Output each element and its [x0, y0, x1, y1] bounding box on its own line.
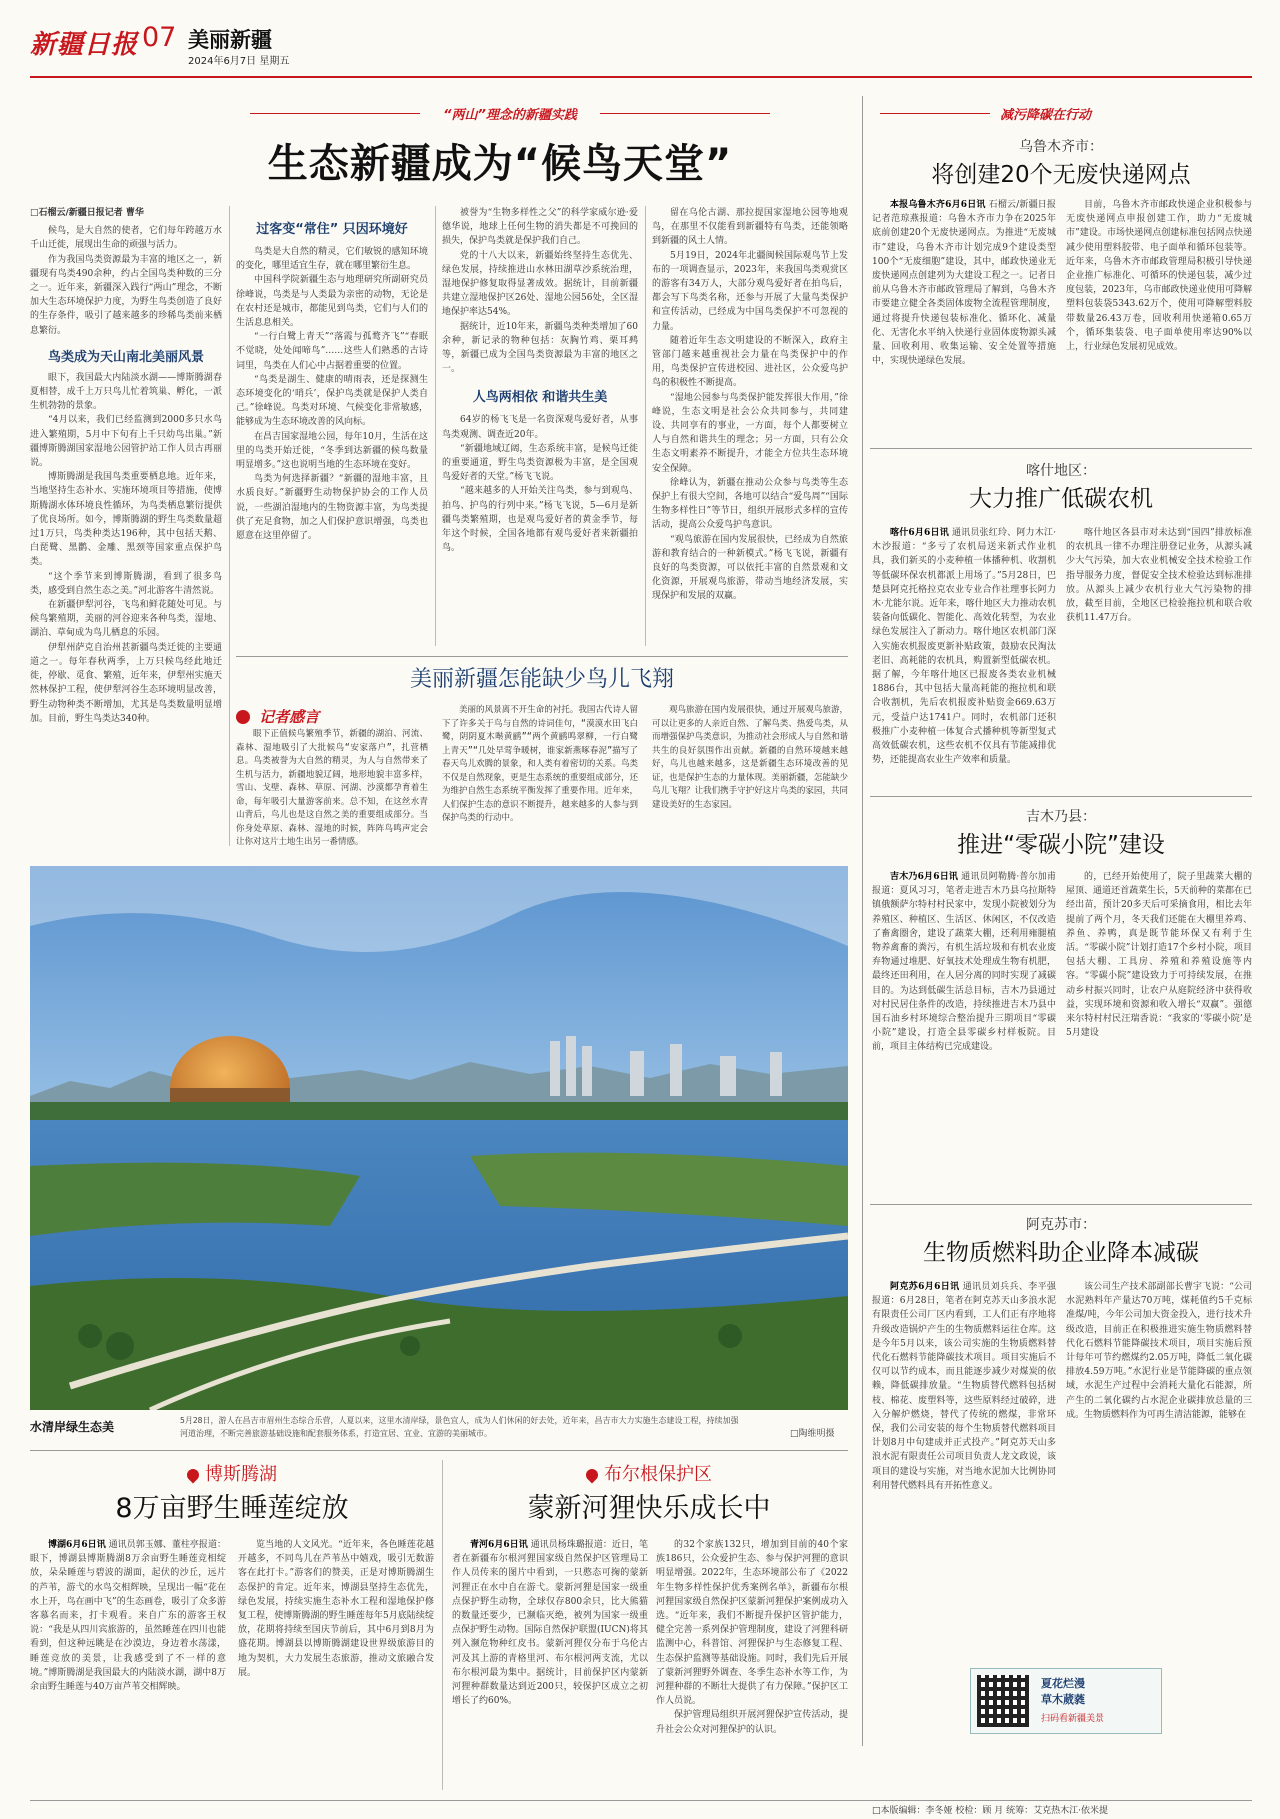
article-4-kicker: 阿克苏市： — [1026, 1217, 1096, 1233]
photo-caption — [30, 1414, 848, 1446]
intro-paragraph: 候鸟，是大自然的使者，它们每年跨越万水千山迁徙，展现出生命的顽强与活力。 — [30, 226, 222, 251]
main-col-4 — [652, 206, 848, 654]
paragraph: 鸟类为何选择新疆？“新疆的湿地丰富，且水质良好。”新疆野生动物保护协会的工作人员说，一些湖泊湿地内的生物资源丰富，为鸟类提供了充足食物，加之人们保护意识增强，鸟类也愿意在这里停留了。 — [236, 474, 428, 542]
paragraph: 博斯腾湖是我国鸟类重要栖息地。近年来，当地坚持生态补水、实施环境项目等措施，使博斯腾湖水体环境良性循环，为鸟类栖息繁衍提供了优良场所。如今，博斯腾湖的野生鸟类数量超过1万只，鸟类种类达196种，其中包括天鹅、白琵鹭、黑鹳、金雕、黑颈等国家重点保护鸟类。 — [30, 472, 222, 568]
bottom-story-1-col-a — [30, 1538, 226, 1792]
article-2-kicker: 喀什地区： — [1026, 463, 1096, 479]
main-col-2 — [236, 210, 428, 660]
footer-rule — [30, 1800, 1252, 1801]
paragraph: 随着近年生态文明建设的不断深入，政府主管部门越来越重视社会力量在鸟类保护中的作用，鸟类保护宣传进校园、进社区，公众爱鸟护鸟的积极性不断提高。 — [652, 335, 848, 389]
bottom-story-1-location: 博斯腾湖 — [30, 1460, 434, 1486]
article-text: 石榴云/新疆日报记者范琼燕报道：乌鲁木齐市力争在2025年底前创建20个无废快递网点。为推进“无废城市”建设，乌鲁木齐市计划完成9个建设类型100个“无废细胞”建设，其中，邮政快递业无废快递网点创建列为大建设工程之一。记者日前从乌鲁木齐市邮政管理局了解到，乌鲁木齐市要建立健全各类固体废物全流程管理制度，通过将提升快递包装标准化、循环化、减量化、无害化水平纳入快递行业固体废物源头减量、回收利用、收集运输、安全处置等措施中，实现快递绿色发展。 — [872, 200, 1056, 367]
paragraph: 鸟类是大自然的精灵，它们敏锐的感知环境的变化，哪里适宜生存，就在哪里繁衍生息。 — [236, 247, 428, 272]
paragraph: 被誉为“生物多样性之父”的科学家威尔逊·爱德华说，地球上任何生物的消失都是不可挽回的损失，保护鸟类就是保护我们自己。 — [442, 208, 638, 247]
bottom-story-2-title: 蒙新河狸快乐成长中 — [527, 1493, 771, 1524]
photo-credit: □陶维明摄 — [790, 1429, 835, 1439]
paragraph: 据统计，近10年来，新疆鸟类种类增加了60余种，新记录的物种包括：灰胸竹鸡、栗耳鹀等，新疆已成为全国鸟类资源最为丰富的地区之一。 — [442, 321, 638, 375]
photo-caption-text: 5月28日，游人在昌吉市眉州生态综合乐营，人夏以来，这里水清岸绿，景色宜人，成为人们休闲的好去处，近年来，昌吉市大力实施生态建设工程，持续加强河道治理，不断完善旅游基础设施和配套服务体系，打造宜居、宜业、宜游的美丽城市。 — [180, 1416, 739, 1438]
article-divider — [870, 796, 1252, 797]
qr-subtitle: 草木葳蕤 — [1041, 1693, 1085, 1706]
bottom-story-1-col-b — [238, 1538, 434, 1792]
location-pin-icon — [185, 1467, 202, 1484]
section-divider — [30, 1450, 848, 1451]
commentary-headline: 美丽新疆怎能缺少鸟儿飞翔 — [409, 667, 674, 692]
article-text: 通讯员阿勒腾·普尔加甫报道：夏风习习，笔者走进吉木乃县乌拉斯特镇俄额萨尔特村村民家中，发现小院被划分为养殖区、种植区、生活区、休闲区，不仅改造了畜禽圈舍，建设了蔬菜大棚，还利用雍腿植物养禽畜的粪污，有机生活垃圾和有机农业废弃物通过堆肥、好氧技术处理成生物有机肥，最终还田利用，在人居分离的同时实现了减碳目的。为达到低碳生活总目标，吉木乃县通过对村民居住条件的改造，持续推进吉木乃县中国石油乡村环境综合整治提升三期项目“零碳小院”建设，打造全县零碳乡村样板院。目前，项目主体结构已完成建设。 — [872, 872, 1056, 1053]
paragraph: 留在乌伦古湖、那拉提国家湿地公园等地观鸟，在那里不仅能看到新疆特有鸟类，还能领略到新疆的风土人情。 — [652, 208, 848, 247]
paragraph: 64岁的杨飞飞是一名资深观鸟爱好者，从事鸟类观测、调查近20年。 — [442, 415, 638, 440]
qr-hint: 扫码看新疆美景 — [1041, 1714, 1105, 1724]
paragraph: 徐峰认为，新疆在推动公众参与鸟类等生态保护上有很大空间，各地可以结合“爱鸟周”“国际生物多样性日”等节日，组织开展形式多样的宣传活动，提高公众爱鸟护鸟意识。 — [652, 477, 848, 531]
rail-divider — [862, 96, 863, 1746]
commentary-label: 记者感言 — [236, 706, 319, 727]
paragraph: 在新疆伊犁河谷，飞鸟和鲜花随处可见。与候鸟繁殖期，美丽的河谷迎来各种鸟类，湿地、湖泊、草甸成为鸟儿栖息的乐园。 — [30, 600, 222, 639]
article-text: 保护管理局组织开展河狸保护宣传活动，提升社会公众对河狸保护的认识。 — [656, 1710, 848, 1735]
dateline: 吉木乃6月6日讯 — [890, 872, 959, 882]
pencil-icon — [236, 710, 250, 724]
paragraph: 中国科学院新疆生态与地理研究所副研究员徐峰说，鸟类是与人类最为亲密的动物，无论是在农村还是城市，都能见到鸟类，它们与人们的生活息息相关。 — [236, 275, 428, 329]
photo-caption-title: 水清岸绿生态美 — [30, 1420, 115, 1434]
main-col-1 — [30, 206, 222, 854]
article-text: 的，已经开始使用了，院子里蔬菜大棚的屋顶、通道还首蔬菜生长，5天前种的菜都在已经出苗，预计20多天后可采摘食用，相比去年提前了两个月，冬天我们还能在大棚里养鸡、养鱼、养鸭，真是既节能环保又有利于生活。“零碳小院”计划打造17个乡村小院，项目包括大棚、工具房、养殖和养殖设施等内容。“零碳小院”建设致力于可持续发展，在推动乡村振兴同时，让农户从庭院经济中获得收益，实现环境和资源和收入增长“双赢”。强德来尔特村村民汪瑞香说：“我家的‘零碳小院’是5月建设 — [1066, 872, 1252, 1039]
subheading-3: 人鸟两相依 和谐共生美 — [472, 390, 608, 406]
paragraph: 党的十八大以来，新疆始终坚持生态优先、绿色发展，持续推进山水林田湖草沙系统治理，湿地保护修复取得显著成效。据统计，目前新疆共建立湿地保护区26处、湿地公园56处，全区湿地保护率达54%。 — [442, 250, 638, 318]
article-4-title: 生物质燃料助企业降本减碳 — [923, 1240, 1199, 1266]
article-3-kicker: 吉木乃县： — [1026, 809, 1096, 825]
commentary-col-3 — [652, 704, 848, 852]
dateline: 本报乌鲁木齐6月6日讯 — [890, 200, 986, 210]
paragraph: “鸟类是湖生、健康的晴雨表，还是探测生态环境变化的‘哨兵’，保护鸟类就是保护人类自己。”徐峰说。鸟类对环境、气候变化非常敏感，能够成为生态环境改善的风向标。 — [236, 374, 428, 428]
column-divider — [645, 206, 646, 646]
page-number: 07 — [142, 22, 177, 53]
commentary-col-2 — [442, 704, 638, 852]
newspaper-logo: 新疆日报 — [30, 30, 139, 60]
section-title: 美丽新疆 — [188, 28, 272, 52]
paragraph: 作为我国鸟类资源最为丰富的地区之一，新疆现有鸟类490余种，约占全国鸟类种数的三分之一。近年来，新疆深入践行“两山”理念，不断加大生态环境保护力度，为野生鸟类创造了良好的生存条件，吸引了越来越多的珍稀鸟类前来栖息繁衍。 — [30, 254, 222, 336]
paragraph: “这个季节来到博斯腾湖，看到了很多鸟类，感受到自然生态之美。”河北游客牛清然说。 — [30, 571, 222, 596]
article-text: 通讯员张红玲、阿力木江·木沙报道：“多亏了农机局送来新式作业机具，我们新买的小麦种植一体播种机、收割机等低碳环保农机都派上用场了。”5月28日，巴楚县阿克托格拉克农业专业合作社理事长阿力木·尤能尔说。近年来，喀什地区大力推动农机装备向低碳化、智能化、高效化转型，为农业绿色发展注入了新动力。喀什地区农机部门深入实施农机报废更新补贴政策，鼓励农民淘汰老旧、高耗能的农机具，购置新型低碳农机。据了解，今年喀什地区已报废各类农业机械1886台，其中包括大量高耗能的拖拉机和联合收割机，先后农机报废补贴资金669.63万元，受益户达1741户。同时，农机部门还积极推广小麦种植一体复合式播种机等新型复式高效低碳农机，这些农机不仅具有节能减排优势，还能提高农业生产效率和质量。 — [872, 528, 1056, 766]
byline: □石榴云/新疆日报记者 曹华 — [30, 208, 144, 218]
paragraph: 在昌吉国家湿地公园，每年10月，生活在这里的鸟类开始迁徙，“冬季到达新疆的候鸟数量明显增多。”这也说明当地的生态环境在变好。 — [236, 431, 428, 471]
lake-photo — [30, 866, 848, 1410]
article-text: 览当地的人文风光。“近年来，各色睡莲花越开越多，不同鸟儿在芦苇丛中嬉戏，吸引无数游客在此打卡。”游客们的赞美，正是对博斯腾湖生态保护的肯定。近年来，博湖县坚持生态优先，绿色发展，持续实施生态补水工程和湿地保护修复工程，使博斯腾湖的野生睡莲每年5月底陆续绽放，花期将持续至国庆节前后，其中6月到8月为盛花期。博湖县以博斯腾湖建设世界级旅游目的地为契机，大力发展生态旅游，推动文旅融合发展。 — [238, 1540, 434, 1678]
paragraph: “观鸟旅游在国内发展很快，已经成为自然旅游和教育结合的一种新模式。”杨飞飞说，新疆有良好的鸟类资源，可以依托丰富的自然景观和文化资源，开展观鸟旅游，带动当地经济发展，实现保护和发展的双赢。 — [652, 534, 848, 602]
article-text: 通讯员郭玉娜、董柱亭报道：眼下，博湖县博斯腾湖8万余亩野生睡莲竞相绽放，朵朵睡莲与碧波的湖面，起伏的沙丘，远片的芦苇，游弋的水鸟交相辉映，呈现出一幅“花在水上开，鸟在画中飞”的生态画卷，吸引了众多游客慕名而来，打卡观看。来自广东的游客王权说：“我是从四川宾旅游的，虽然睡莲在四川也能看到，但这种远眺是在沙漠边，身边着水荡漾，睡莲竞放的美景，让我感受到了不一样的意境。”博斯腾湖是我国最大的内陆淡水湖，湖中8万余亩野生睡莲与40万亩芦苇交相辉映。 — [30, 1540, 226, 1693]
article-divider — [870, 1204, 1252, 1205]
paragraph: “一行白鹭上青天”“落霞与孤鹜齐飞”“春眠不觉晓，处处闻啼鸟”……这些人们熟悉的古诗词里，鸟类在人们心中占据着重要的位置。 — [236, 332, 428, 371]
article-1-kicker: 乌鲁木齐市： — [1019, 139, 1103, 155]
bottom-story-2-location: 布尔根保护区 — [450, 1460, 848, 1486]
commentary-rule — [236, 656, 848, 657]
paragraph: 眼下正值候鸟繁殖季节，新疆的湖泊、河流、森林、湿地吸引了大批候鸟“安家落户”，扎营栖息。鸟类被誉为大自然的精灵，为人与自然带来了生机与活力，新疆地貌辽阔，地形地貌丰富多样，雪山、戈壁、森林、草原、河湖、沙漠都孕育着生命，每年吸引大量游客前来。总不知，在这丝水青山背后，鸟儿也是这自然之美的重要组成部分。当你身处草原、森林、湿地的时候，阵阵鸟鸣声定会让你对这片土地生出另一番情感。 — [236, 729, 428, 847]
paragraph: 伊犁州萨克自治州甚新疆鸟类迁徙的主要通道之一。每年春秋两季，上万只候鸟经此地迁徙，停歇、觅食、繁殖，近年来，伊犁州实施天然林保护工程，使伊犁河谷生态环境明显改善，野生动物种类不断增加，尤其是鸟类数量明显增加。目前，野生鸟类达340种。 — [30, 642, 222, 724]
dateline: 阿克苏6月6日讯 — [890, 1282, 960, 1292]
dateline: 博湖6月6日讯 — [48, 1540, 106, 1550]
column-divider — [229, 206, 230, 846]
article-text: 的32个家族132只，增加到目前的40个家族186只，公众爱护生态、参与保护河狸的意识明显增强。2022年，生态环境部公布了《2022年生物多样性保护优秀案例名单》，新疆布尔根河狸国家级自然保护区蒙新河狸保护案例成功入选。“近年来，我们不断提升保护区管护能力，健全完善一系列保护管理制度，建设了河狸科研监测中心，科普馆、河狸保护与生态修复工程、生态保护监测等基础设施。同时，我们先后开展了蒙新河狸野外调查、冬季生态补水等工作，为河狸种群的不断壮大提供了有力保障。”保护区工作人员说。 — [656, 1540, 848, 1707]
masthead-rule — [30, 76, 1252, 78]
paragraph: “4月以来，我们已经监测到2000多只水鸟进入繁殖期，5月中下旬有上千只幼鸟出巢。”新疆博斯腾湖国家湿地公园管护站工作人员古再丽说。 — [30, 415, 222, 469]
paragraph: “新疆地域辽阔，生态系统丰富，是候鸟迁徙的重要通道，野生鸟类资源极为丰富，是全国观鸟爱好者的天堂。”杨飞飞说。 — [442, 443, 638, 483]
masthead — [30, 22, 330, 72]
paragraph: 美丽的风景离不开生命的衬托。我国古代诗人留下了许多关于鸟与自然的诗词佳句，“漠漠水田飞白鹭，阴阴夏木啭黄鹂”“两个黄鹂鸣翠柳，一行白鹭上青天”“几处早莺争暖树，谁家新燕啄春泥”描写了春天鸟儿欢腾的景象，和人类有着密切的关系。鸟类不仅是自然现象，更是生态系统的重要组成部分，还为维护自然生态系统平衡发挥了重要作用。近年来，人们保护生态的意识不断提升，越来越多的人参与到保护鸟类的行动中。 — [442, 705, 638, 823]
dateline: 喀什6月6日讯 — [890, 528, 949, 538]
article-text: 目前，乌鲁木齐市邮政快递企业积极参与无废快递网点申报创建工作，助力“无废城市”建设。市场快递网点创建标准包括网点快递减少使用塑料胶带、电子面单和循环包装等。近年来，乌鲁木齐市邮政管理局积极引导快递企业推广标准化、可循环的快递包装，减少过度包装，2023年，乌市邮政快递业使用可降解塑料包装袋5343.62万个，使用可降解塑料胶带数量26.43万卷，回收利用快递箱0.65万个，循环集装袋、电子面单使用率达90%以上，行业绿色发展初见成效。 — [1066, 200, 1252, 353]
paragraph: 5月19日，2024年北疆闽候国际观鸟节上发布的一项调查显示，2023年，来我国鸟类观赏区的游客有34万人，大部分观鸟爱好者在拍鸟后，都会写下鸟类名称，还参与开展了大量鸟类保护和宣传活动，已经成为中国鸟类保护不可忽视的力量。 — [652, 250, 848, 332]
paragraph: “越来越多的人开始关注鸟类，参与到观鸟、拍鸟、护鸟的行列中来。”杨飞飞说，5—6月是新疆鸟类繁殖期，也是观鸟爱好者的黄金季节，每年这个时候，全国各地都有观鸟爱好者来新疆拍鸟。 — [442, 486, 638, 554]
subheading-1: 鸟类成为天山南北美丽风景 — [47, 349, 204, 365]
main-col-3 — [442, 206, 638, 654]
article-divider — [870, 448, 1252, 449]
location-pin-icon — [584, 1467, 601, 1484]
commentary-col-1 — [236, 728, 428, 852]
article-text: 通讯员刘兵兵、李平强报道：6月28日，笔者在阿克苏天山多浪水泥有限责任公司厂区内看到，工人们正有序地将升级改造锅炉产生的生物质燃料运往仓库。这是今年5月以来，该公司实施的生物质燃料替代化石燃料节能降碳技术项目。项目实施后不仅可以节约成本，而且能逐步减少对煤炭的依赖，降低碳排放量。“生物质替代燃料包括树枝、棉花、废塑料等，这些原料经过破碎，进入分解炉燃烧，替代了传统的燃煤，非常环保，我们公司安装的每个生物质替代燃料项目计划8月中旬建成并正式投产。”阿克苏天山多浪水泥有限责任公司项目负责人龙文政说，该项目的建设与实施，对当地水泥加大比例协同利用替代燃料具有开拓性意义。 — [872, 1282, 1056, 1491]
editor-credits: □本版编辑：李冬娅 校检：顾 月 统筹：艾克热木江·依米提 — [872, 1806, 1108, 1816]
article-3-title: 推进“零碳小院”建设 — [957, 832, 1165, 858]
article-2-col-b — [1066, 526, 1252, 784]
article-2-title: 大力推广低碳农机 — [969, 486, 1153, 512]
qr-title: 夏花烂漫 — [1041, 1677, 1085, 1690]
dateline: 青河6月6日讯 — [470, 1540, 528, 1550]
article-text: 通讯员杨珠璐报道：近日，笔者在新疆布尔根河狸国家级自然保护区管理局工作人员传来的图片中看到，一只憨态可掬的蒙新河狸正在水中自在游弋。蒙新河狸是国家一级重点保护野生动物，全球仅存800余只，比大熊猫的数量还要少，已濒临灭绝，被列为国家一级重点保护野生动物。国际自然保护联盟(IUCN)将其列入濒危物种红皮书。蒙新河狸仅分布于乌伦古河及其上游的青格里河、布尔根河两支流，尤以布尔根河最为集中。据统计，目前保护区内蒙新河狸种群数量达到近200只，较保护区成立之初增长了约60%。 — [452, 1540, 648, 1707]
bottom-story-2-col-b — [656, 1538, 848, 1792]
qr-code-icon[interactable] — [977, 1675, 1029, 1727]
main-story-tag: “两山”理念的新疆实践 — [250, 104, 770, 123]
paragraph: 眼下，我国最大内陆淡水湖——博斯腾湖春夏相替，成千上万只鸟儿忙着筑巢、孵化，一派生机勃勃的景象。 — [30, 372, 222, 412]
column-divider — [435, 206, 436, 646]
article-1-col-b — [1066, 198, 1252, 430]
right-section-tag: 减污降碳在行动 — [1000, 104, 1252, 123]
article-3-col-b — [1066, 870, 1252, 1194]
article-1-title: 将创建20个无废快递网点 — [931, 162, 1191, 188]
main-story-title: 生态新疆成为“候鸟天堂” — [267, 141, 733, 187]
subheading-2: 过客变“常住” 只因环境好 — [256, 222, 408, 237]
paragraph: “湿地公园参与鸟类保护能发挥很大作用，”徐峰说，生态文明是社会公众共同参与，共同建设、共同享有的事业，一方面，每个人都要树立人与自然和谐共生的理念；另一方面，只有公众生态文明素养不断提升，才能全方位共生态环境安全保障。 — [652, 392, 848, 474]
article-text: 喀什地区各县市对未达到“国四”排放标准的农机具一律不办理注册登记业务，从源头减少大气污染，加大农业机械安全技术检验工作指导服务力度，督促安全技术检验达到标准排放。从源头上减少农机行业大气污染物的排放，截至目前，全地区已检验拖拉机和联合收获机11.47万台。 — [1066, 528, 1252, 624]
bottom-story-1-title: 8万亩野生睡莲绽放 — [115, 1493, 349, 1524]
paragraph: 观鸟旅游在国内发展很快，通过开展观鸟旅游，可以让更多的人亲近自然、了解鸟类、热爱鸟类，从而增强保护鸟类意识，为推动社会形成人与自然和谐共生的良好氛围作出贡献。新疆的自然环境越来越好，鸟儿也越来越多，这是新疆生态环境改善的见证，也是保护生态的力量体现。美丽新疆，怎能缺少鸟儿飞翔？让我们携手守护好这片鸟类的家园，共同建设美好的生态家园。 — [652, 705, 848, 810]
qr-box[interactable] — [970, 1668, 1162, 1734]
article-2-col-a — [872, 526, 1056, 784]
article-3-col-a — [872, 870, 1056, 1194]
article-1-col-a — [872, 198, 1056, 430]
article-text: 该公司生产技术部副部长曹宇飞说：“公司水泥熟料年产量达70万吨，煤耗值约5千克标准煤/吨，今年公司加大资金投入，进行技术升级改造，目前正在积极推进实施生物质燃料替代化石燃料节能降碳技术项目，项目实施后预计每年可节约燃煤约2.05万吨，降低二氧化碳排放4.59万吨。”水泥行业是节能降碳的重点领域，水泥生产过程中会消耗大量化石能源，所产生的二氧化碳约占水泥企业碳排放总量的三成。生物质燃料作为可再生清洁能源，能够在 — [1066, 1282, 1252, 1420]
column-divider — [442, 1460, 443, 1790]
bottom-story-2-col-a — [452, 1538, 648, 1792]
issue-date: 2024年6月7日 星期五 — [188, 56, 290, 67]
lake-landscape-image — [30, 866, 848, 1410]
